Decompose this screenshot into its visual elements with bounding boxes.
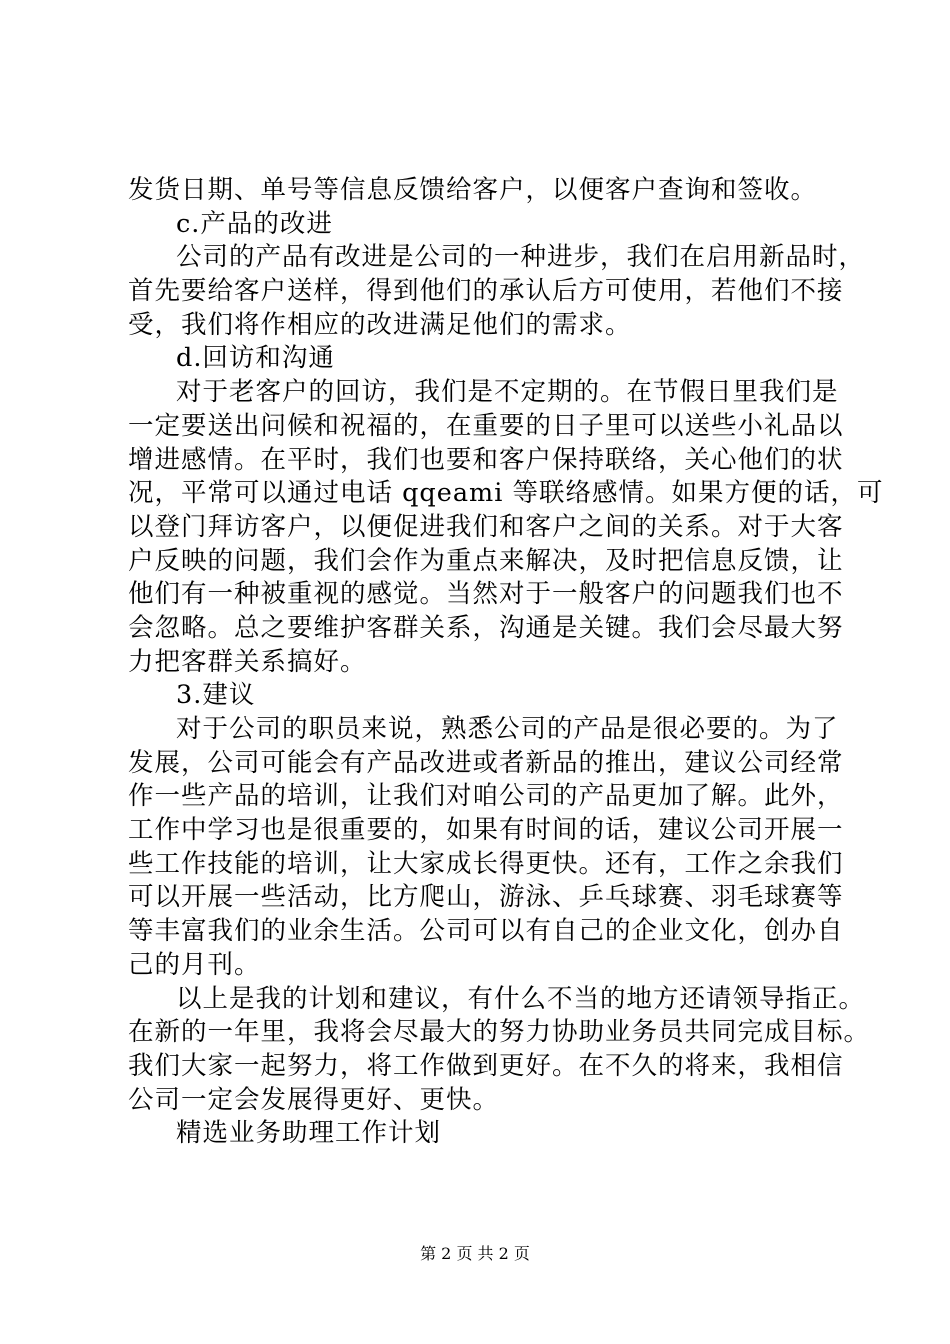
- text-line: 公司的产品有改进是公司的一种进步，我们在启用新品时，: [176, 242, 866, 273]
- page-footer: [0, 1243, 950, 1265]
- text-line: 受，我们将作相应的改进满足他们的需求。: [128, 309, 632, 340]
- text-line: 我们大家一起努力，将工作做到更好。在不久的将来，我相信: [128, 1050, 844, 1081]
- text-line: 对于老客户的回访，我们是不定期的。在节假日里我们是: [176, 377, 839, 408]
- page-number: 第 2 页 共 2 页: [420, 1244, 530, 1263]
- text-line: 一定要送出问候和祝福的，在重要的日子里可以送些小礼品以: [128, 410, 844, 441]
- text-line: 以登门拜访客户，以便促进我们和客户之间的关系。对于大客: [128, 511, 844, 542]
- text-line: 增进感情。在平时，我们也要和客户保持联络，关心他们的状: [128, 444, 844, 475]
- subheading-suggestions: 3.建议: [176, 680, 256, 711]
- text-line: 他们有一种被重视的感觉。当然对于一般客户的问题我们也不: [128, 579, 844, 610]
- text-line: 等丰富我们的业余生活。公司可以有自己的企业文化，创办自: [128, 916, 844, 947]
- text-line: 公司一定会发展得更好、更快。: [128, 1084, 500, 1115]
- document-body: [128, 174, 884, 1151]
- text-line: 户反映的问题，我们会作为重点来解决，及时把信息反馈，让: [128, 545, 844, 576]
- text-line: 况，平常可以通过电话 qqeami 等联络感情。如果方便的话，可: [128, 478, 884, 509]
- closing-title: 精选业务助理工作计划: [176, 1118, 442, 1149]
- subheading-product-improvement: c.产品的改进: [176, 208, 333, 239]
- subheading-follow-up: d.回访和沟通: [176, 343, 335, 374]
- text-line: 可以开展一些活动，比方爬山，游泳、乒乓球赛、羽毛球赛等: [128, 882, 844, 913]
- text-line: 些工作技能的培训，让大家成长得更快。还有，工作之余我们: [128, 848, 844, 879]
- text-line: 己的月刊。: [128, 949, 261, 980]
- text-line: 首先要给客户送样，得到他们的承认后方可使用，若他们不接: [128, 276, 844, 307]
- text-line: 发货日期、单号等信息反馈给客户，以便客户查询和签收。: [128, 175, 818, 205]
- text-line: 发展，公司可能会有产品改进或者新品的推出，建议公司经常: [128, 747, 844, 778]
- text-line: 会忽略。总之要维护客群关系，沟通是关键。我们会尽最大努: [128, 612, 844, 643]
- text-line: 在新的一年里，我将会尽最大的努力协助业务员共同完成目标。: [128, 1017, 871, 1048]
- text-line: 对于公司的职员来说，熟悉公司的产品是很必要的。为了: [176, 714, 839, 744]
- text-line: 工作中学习也是很重要的，如果有时间的话，建议公司开展一: [128, 815, 844, 846]
- text-line: 以上是我的计划和建议，有什么不当的地方还请领导指正。: [176, 983, 866, 1014]
- text-line: 力把客群关系搞好。: [128, 646, 367, 677]
- text-line: 作一些产品的培训，让我们对咱公司的产品更加了解。此外，: [128, 781, 844, 812]
